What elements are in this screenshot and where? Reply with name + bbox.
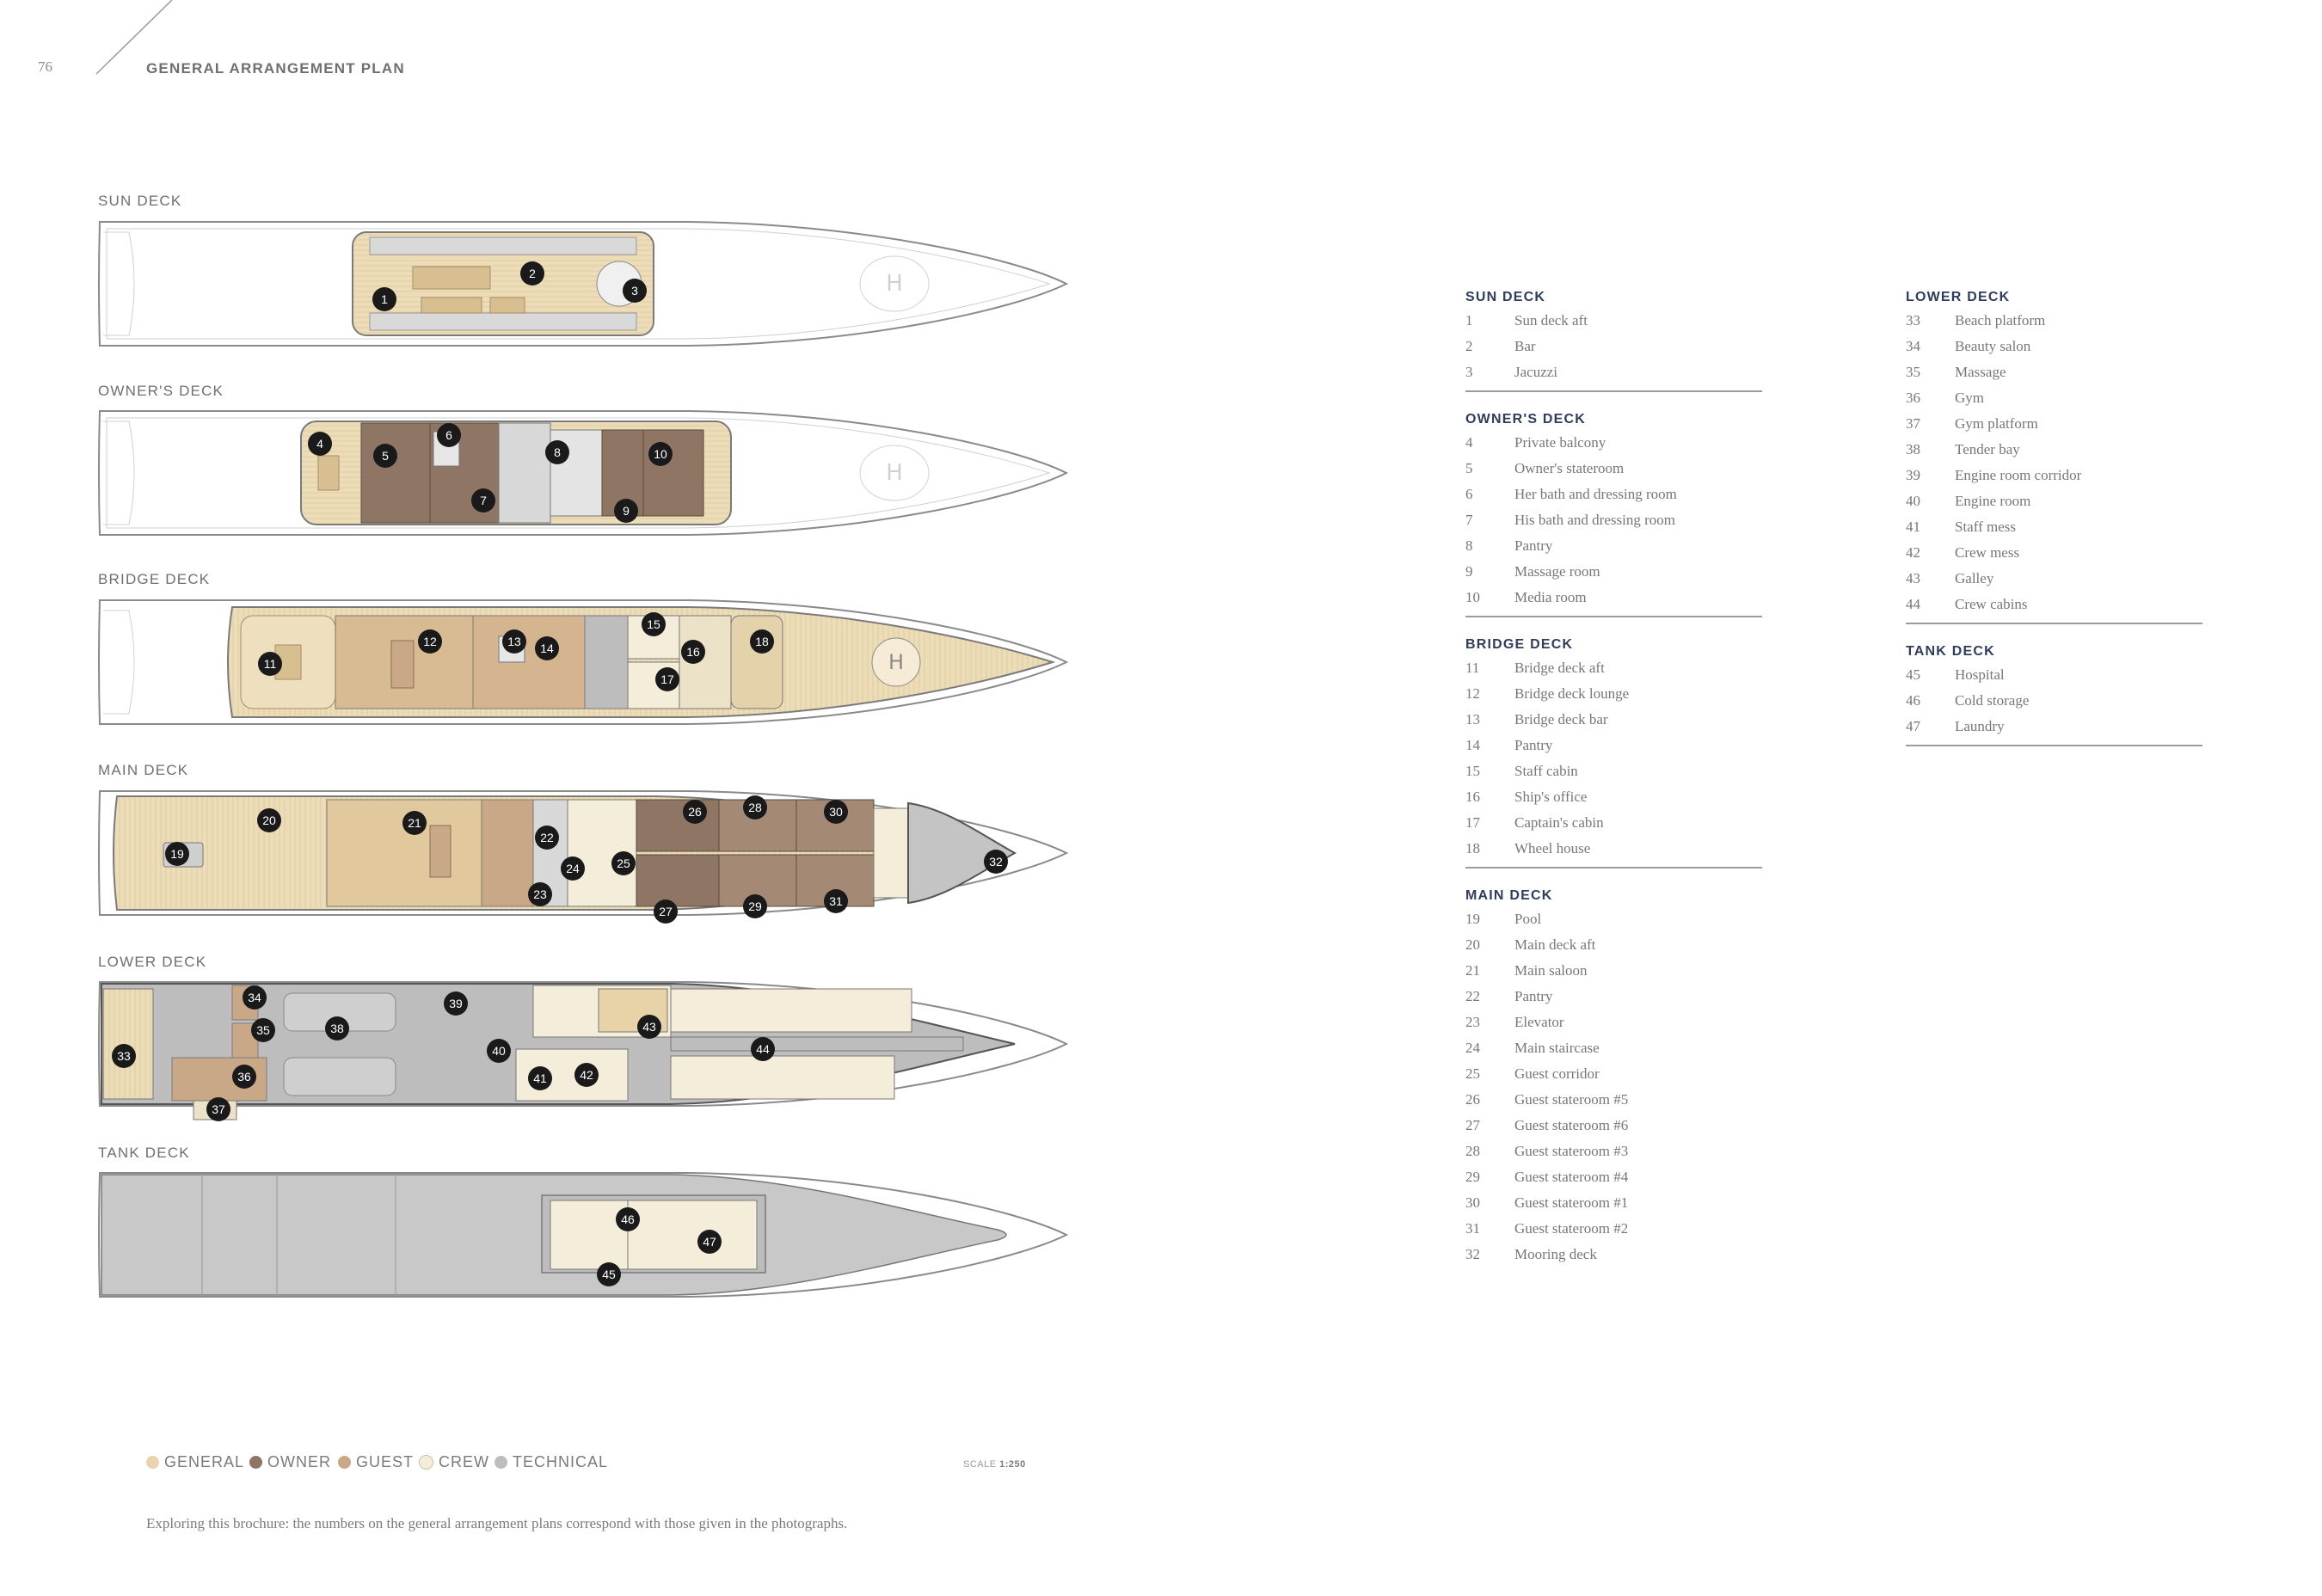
key-item [1465,1010,1762,1035]
key-item [1465,359,1762,385]
deck-marker-label: 5 [382,449,389,463]
key-item-label: Jacuzzi [1514,364,1558,380]
key-item-number: 10 [1465,589,1480,605]
deck-marker-label: 20 [262,813,276,827]
deck-marker-label: 18 [755,635,769,648]
legend-swatch-guest [338,1456,351,1469]
bridge-deck-plan [99,600,1066,724]
deck-marker-label: 32 [989,855,1003,869]
key-item-label: His bath and dressing room [1514,512,1675,528]
deck-marker-23 [528,882,552,906]
key-section [1465,635,1762,869]
key-item-label: Guest stateroom #5 [1514,1091,1629,1108]
deck-marker-label: 10 [654,447,667,461]
key-item-number: 35 [1906,364,1920,380]
deck-title-owners: OWNER'S DECK [98,383,224,399]
deck-title-tank: TANK DECK [98,1145,190,1161]
legend-label-guest: GUEST [356,1453,415,1470]
key-item [1465,932,1762,958]
page-header: GENERAL ARRANGEMENT PLAN [146,60,405,77]
deck-marker-26 [683,800,707,824]
deck-marker-label: 14 [540,641,554,655]
key-item [1906,514,2202,540]
key-item [1465,681,1762,707]
deck-marker-30 [824,800,848,824]
key-item-number: 4 [1465,434,1473,451]
legend-swatch-technical [494,1456,507,1469]
deck-marker-label: 43 [642,1020,656,1034]
key-item [1465,1242,1762,1268]
key-item-label: Guest stateroom #6 [1514,1117,1629,1133]
key-item-number: 47 [1906,718,1920,734]
key-item [1906,688,2202,714]
deck-marker-label: 9 [623,504,630,518]
key-item-number: 39 [1906,467,1920,483]
deck-marker-label: 33 [117,1049,131,1063]
key-item-number: 33 [1906,312,1920,328]
deck-marker-7 [471,488,495,513]
key-heading: LOWER DECK [1906,290,2011,304]
key-item-label: Cold storage [1955,692,2030,709]
key-item [1906,463,2202,488]
deck-marker-8 [545,440,569,464]
key-column-left [1465,287,1762,1280]
key-item-number: 29 [1465,1169,1480,1185]
svg-text:H: H [886,460,903,486]
key-item [1465,784,1762,810]
key-item-label: Bridge deck aft [1514,660,1605,676]
key-item-number: 31 [1465,1220,1480,1237]
deck-marker-28 [743,795,767,819]
deck-marker-39 [444,991,468,1016]
deck-marker-label: 38 [330,1022,344,1035]
deck-marker-label: 41 [533,1071,547,1085]
key-section [1465,409,1762,617]
key-item-label: Staff mess [1955,519,2016,535]
key-item-label: Guest stateroom #3 [1514,1143,1629,1159]
key-item [1465,1061,1762,1087]
key-item [1465,585,1762,611]
key-item-label: Pantry [1514,537,1553,554]
deck-marker-label: 21 [408,816,421,830]
key-item [1465,984,1762,1010]
key-item [1906,437,2202,463]
key-item-number: 41 [1906,519,1920,535]
key-item-number: 22 [1465,988,1480,1004]
deck-marker-14 [535,636,559,660]
key-item-label: Beauty salon [1955,338,2031,354]
key-item [1906,411,2202,437]
key-divider [1465,616,1762,617]
deck-marker-31 [824,889,848,913]
deck-marker-label: 36 [237,1070,251,1083]
key-item [1906,540,2202,566]
legend-swatch-crew [419,1455,433,1470]
deck-marker-34 [243,985,267,1010]
legend-guest [338,1453,414,1471]
key-item-label: Gym platform [1955,415,2038,432]
deck-marker-label: 46 [621,1212,635,1226]
key-item [1465,1216,1762,1242]
key-item-number: 5 [1465,460,1473,476]
key-item-number: 38 [1906,441,1920,457]
key-item [1465,655,1762,681]
key-heading: SUN DECK [1465,290,1546,304]
key-item [1906,359,2202,385]
key-item-label: Her bath and dressing room [1514,486,1677,502]
deck-marker-24 [561,856,585,881]
key-item-label: Staff cabin [1514,763,1578,779]
key-item [1465,1164,1762,1190]
key-item [1465,430,1762,456]
deck-marker-label: 24 [566,862,580,875]
deck-marker-6 [437,423,461,447]
key-item-label: Crew cabins [1955,596,2028,612]
owners-deck-plan [99,411,1066,535]
deck-title-sun: SUN DECK [98,193,182,209]
deck-marker-label: 47 [703,1235,716,1249]
deck-marker-21 [402,811,427,835]
key-divider [1465,390,1762,392]
deck-marker-40 [487,1039,511,1063]
deck-marker-43 [637,1015,661,1039]
legend-label-general: GENERAL [164,1453,245,1470]
key-item-number: 11 [1465,660,1480,676]
key-item [1465,707,1762,733]
deck-marker-label: 42 [580,1068,593,1082]
key-item-label: Beach platform [1955,312,2046,328]
footnote: Exploring this brochure: the numbers on the general arrangement plans correspond with those given in the photographs. [146,1515,848,1532]
key-column-right [1906,287,2202,764]
legend-label-owner: OWNER [267,1453,331,1470]
key-item-number: 3 [1465,364,1473,380]
key-item-number: 36 [1906,390,1920,406]
key-item-label: Owner's stateroom [1514,460,1625,476]
deck-marker-13 [502,629,526,654]
legend-general [146,1453,244,1471]
deck-marker-label: 1 [381,292,388,306]
legend-swatch-general [146,1456,159,1469]
key-item-label: Wheel house [1514,840,1591,856]
key-item [1465,1113,1762,1139]
key-item [1465,456,1762,482]
deck-marker-label: 7 [480,494,487,507]
key-item [1465,559,1762,585]
key-item-number: 37 [1906,415,1920,432]
key-item-label: Pool [1514,911,1542,927]
key-item-label: Engine room corridor [1955,467,2082,483]
deck-marker-label: 4 [316,437,323,451]
key-item-number: 13 [1465,711,1480,727]
deck-title-main: MAIN DECK [98,762,189,778]
key-item-label: Main saloon [1514,962,1588,979]
key-item-number: 19 [1465,911,1480,927]
deck-marker-label: 13 [507,635,521,648]
key-item [1465,507,1762,533]
key-item-number: 30 [1465,1194,1480,1211]
key-item-label: Bridge deck lounge [1514,685,1630,702]
deck-marker-label: 3 [631,284,638,298]
key-item-number: 40 [1906,493,1920,509]
main-deck-plan [99,791,1066,915]
tank-deck-plan [99,1173,1066,1297]
key-item-label: Media room [1514,589,1587,605]
deck-marker-9 [614,499,638,523]
page-number: 76 [38,58,52,75]
key-item [1465,906,1762,932]
legend-label-technical: TECHNICAL [513,1453,609,1470]
key-item [1465,533,1762,559]
deck-plans [86,206,1084,1324]
legend-swatch-owner [249,1456,262,1469]
deck-marker-27 [654,899,678,924]
key-item-number: 12 [1465,685,1480,702]
deck-marker-32 [984,850,1008,874]
key-item-label: Bridge deck bar [1514,711,1608,727]
deck-marker-16 [681,640,705,664]
key-item [1906,592,2202,617]
deck-marker-15 [642,612,666,636]
key-item [1906,714,2202,740]
key-item-label: Sun deck aft [1514,312,1588,328]
deck-marker-5 [373,444,397,468]
key-item [1465,1087,1762,1113]
deck-marker-22 [535,826,559,850]
key-item [1465,958,1762,984]
key-item-label: Mooring deck [1514,1246,1597,1262]
deck-marker-36 [232,1065,256,1089]
deck-marker-38 [325,1016,349,1040]
key-heading: MAIN DECK [1465,888,1553,903]
key-item-label: Pantry [1514,737,1553,753]
deck-marker-19 [165,842,189,866]
key-item-label: Ship's office [1514,789,1588,805]
legend-crew [419,1453,489,1471]
key-section [1906,287,2202,624]
deck-marker-label: 44 [756,1042,770,1056]
key-item [1465,758,1762,784]
key-item [1465,1035,1762,1061]
key-item-label: Gym [1955,390,1984,406]
key-item-number: 46 [1906,692,1920,709]
sun-deck-plan [99,222,1066,346]
deck-marker-37 [206,1097,230,1121]
deck-marker-label: 45 [602,1268,616,1281]
key-item [1465,810,1762,836]
deck-marker-33 [112,1044,136,1068]
deck-marker-label: 31 [829,894,843,908]
deck-marker-label: 29 [748,899,762,913]
key-item-number: 24 [1465,1040,1480,1056]
key-item-label: Bar [1514,338,1536,354]
scale-label: SCALE [963,1459,997,1470]
deck-title-bridge: BRIDGE DECK [98,571,211,587]
key-item-number: 7 [1465,512,1473,528]
scale-indicator [963,1459,1026,1470]
deck-marker-label: 26 [688,805,702,819]
key-item [1906,385,2202,411]
deck-marker-label: 40 [492,1044,506,1058]
deck-marker-label: 22 [540,831,554,844]
deck-marker-42 [574,1063,599,1087]
key-item-number: 26 [1465,1091,1480,1108]
legend-technical [494,1453,608,1471]
key-item [1465,308,1762,334]
deck-marker-1 [372,287,396,311]
key-item-number: 16 [1465,789,1480,805]
deck-marker-3 [623,279,647,303]
key-item [1465,334,1762,359]
deck-marker-label: 23 [533,887,547,901]
key-item-label: Massage [1955,364,2006,380]
key-item-label: Massage room [1514,563,1600,580]
key-item-label: Pantry [1514,988,1553,1004]
key-item-label: Tender bay [1955,441,2020,457]
deck-marker-label: 34 [248,991,261,1004]
scale-value: 1:250 [999,1459,1026,1470]
key-item-number: 18 [1465,840,1480,856]
key-heading: OWNER'S DECK [1465,412,1586,427]
key-section [1906,641,2202,746]
key-item-label: Main deck aft [1514,936,1596,953]
deck-marker-12 [418,629,442,654]
key-item-number: 43 [1906,570,1920,586]
deck-marker-29 [743,894,767,918]
deck-marker-35 [251,1018,275,1042]
deck-marker-label: 2 [529,267,536,280]
key-item-label: Elevator [1514,1014,1564,1030]
deck-marker-18 [750,629,774,654]
deck-marker-label: 11 [263,657,277,671]
key-divider [1906,745,2202,746]
deck-marker-label: 39 [449,997,463,1010]
deck-marker-label: 25 [617,856,630,870]
key-item-label: Laundry [1955,718,2005,734]
key-item-number: 44 [1906,596,1920,612]
deck-marker-label: 19 [170,847,184,861]
key-item [1906,334,2202,359]
key-item [1906,566,2202,592]
key-item-number: 42 [1906,544,1920,561]
deck-marker-2 [520,261,544,285]
key-item [1906,488,2202,514]
deck-marker-17 [655,667,679,691]
key-item-number: 27 [1465,1117,1480,1133]
key-heading: TANK DECK [1906,644,1995,659]
deck-marker-45 [597,1262,621,1286]
key-section [1465,287,1762,392]
key-item-number: 8 [1465,537,1473,554]
key-item-number: 23 [1465,1014,1480,1030]
legend-owner [249,1453,331,1471]
svg-text:H: H [886,271,903,297]
key-item-number: 25 [1465,1065,1480,1082]
deck-marker-label: 35 [256,1023,270,1037]
deck-marker-47 [697,1230,722,1254]
key-item-number: 9 [1465,563,1473,580]
deck-marker-20 [257,808,281,832]
key-item-number: 34 [1906,338,1920,354]
key-item-label: Private balcony [1514,434,1606,451]
deck-marker-label: 27 [659,905,673,918]
deck-marker-label: 17 [660,672,674,686]
deck-marker-44 [751,1037,775,1061]
deck-marker-label: 30 [829,805,843,819]
key-item [1465,733,1762,758]
key-item [1906,308,2202,334]
key-item-number: 6 [1465,486,1473,502]
key-item-label: Main staircase [1514,1040,1600,1056]
deck-marker-46 [616,1207,640,1231]
key-item-label: Galley [1955,570,1994,586]
key-item-number: 17 [1465,814,1480,831]
key-item-label: Engine room [1955,493,2031,509]
deck-marker-11 [258,652,282,676]
key-item-number: 32 [1465,1246,1480,1262]
key-item-label: Hospital [1955,666,2005,683]
key-item-label: Captain's cabin [1514,814,1604,831]
deck-marker-25 [611,851,636,875]
key-item-number: 45 [1906,666,1920,683]
legend-label-crew: CREW [439,1453,489,1470]
key-item-label: Guest stateroom #4 [1514,1169,1629,1185]
deck-marker-label: 37 [212,1102,225,1116]
key-item-number: 15 [1465,763,1480,779]
key-item-number: 21 [1465,962,1480,979]
key-divider [1465,867,1762,869]
key-item-number: 2 [1465,338,1473,354]
deck-marker-label: 15 [647,617,660,631]
key-item-number: 14 [1465,737,1480,753]
deck-marker-label: 16 [686,645,700,659]
key-item-label: Guest stateroom #2 [1514,1220,1629,1237]
key-item-number: 1 [1465,312,1473,328]
key-section [1465,886,1762,1268]
deck-title-lower: LOWER DECK [98,954,207,970]
key-divider [1906,623,2202,624]
key-item [1465,836,1762,862]
key-item-label: Guest corridor [1514,1065,1600,1082]
deck-marker-label: 28 [748,801,762,814]
deck-marker-10 [648,442,673,466]
deck-marker-4 [308,432,332,456]
deck-marker-label: 8 [554,445,561,459]
key-item-number: 20 [1465,936,1480,953]
key-item-number: 28 [1465,1143,1480,1159]
key-item [1465,1139,1762,1164]
deck-marker-label: 6 [445,428,452,442]
key-item-label: Guest stateroom #1 [1514,1194,1629,1211]
deck-marker-41 [528,1066,552,1090]
deck-marker-label: 12 [423,635,437,648]
key-item [1906,662,2202,688]
key-item [1465,482,1762,507]
key-item [1465,1190,1762,1216]
svg-text:H: H [888,650,905,674]
key-item-label: Crew mess [1955,544,2020,561]
key-heading: BRIDGE DECK [1465,637,1574,652]
